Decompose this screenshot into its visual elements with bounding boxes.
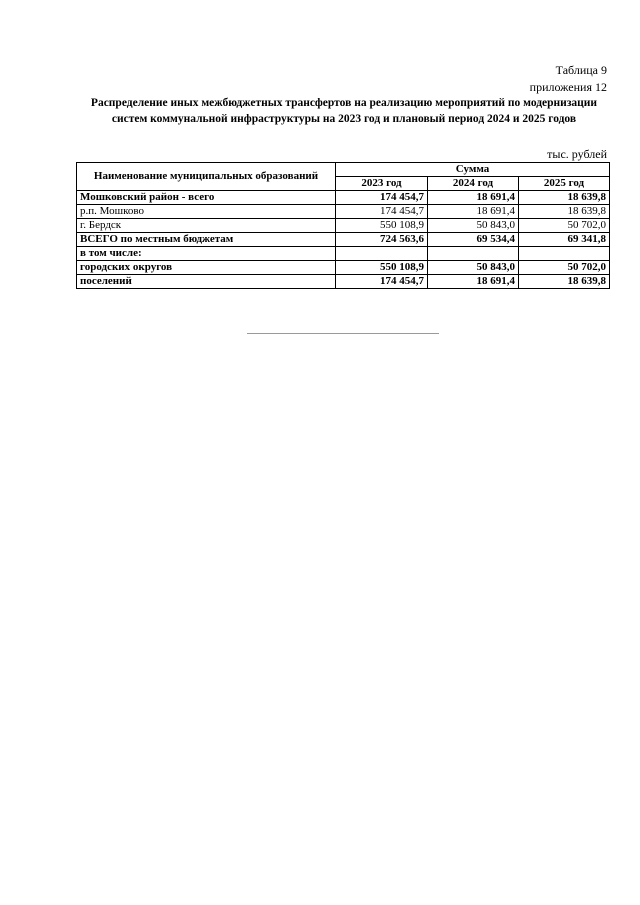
value-2024-cell: 18 691,4	[428, 205, 519, 219]
value-2024-cell: 69 534,4	[428, 233, 519, 247]
value-2024-cell: 18 691,4	[428, 191, 519, 205]
value-2023-cell: 724 563,6	[336, 233, 428, 247]
end-divider-line	[247, 333, 439, 334]
municipality-name-cell: ВСЕГО по местным бюджетам	[77, 233, 336, 247]
value-2025-cell: 69 341,8	[519, 233, 610, 247]
document-title: Распределение иных межбюджетных трансфертов на реализацию мероприятий по модернизации систем коммунальной инфраструктуры на 2023 год и плановый период 2024 и 2025 годов	[90, 97, 598, 125]
table-row	[77, 247, 610, 261]
year-2025-header: 2025 год	[519, 177, 610, 191]
table-row	[77, 205, 610, 219]
units-label: тыс. рублей	[547, 147, 607, 161]
municipality-column-header: Наименование муниципальных образований	[77, 163, 336, 191]
table-row	[77, 261, 610, 275]
table-row	[77, 275, 610, 289]
table-header-row	[77, 163, 610, 177]
municipality-name-cell: в том числе:	[77, 247, 336, 261]
sum-column-header: Сумма	[336, 163, 610, 177]
transfers-table	[76, 162, 610, 289]
table-row	[77, 219, 610, 233]
year-2023-header: 2023 год	[336, 177, 428, 191]
year-2024-header: 2024 год	[428, 177, 519, 191]
value-2024-cell: 50 843,0	[428, 261, 519, 275]
value-2025-cell: 50 702,0	[519, 261, 610, 275]
municipality-name-cell: р.п. Мошково	[77, 205, 336, 219]
table-row	[77, 191, 610, 205]
value-2024-cell: 50 843,0	[428, 219, 519, 233]
municipality-name-cell: городских округов	[77, 261, 336, 275]
value-2025-cell: 50 702,0	[519, 219, 610, 233]
appendix-label: приложения 12	[529, 80, 607, 94]
value-2023-cell	[336, 247, 428, 261]
value-2023-cell: 550 108,9	[336, 219, 428, 233]
value-2024-cell: 18 691,4	[428, 275, 519, 289]
value-2025-cell: 18 639,8	[519, 191, 610, 205]
municipality-name-cell: поселений	[77, 275, 336, 289]
value-2023-cell: 174 454,7	[336, 275, 428, 289]
value-2023-cell: 174 454,7	[336, 205, 428, 219]
value-2024-cell	[428, 247, 519, 261]
value-2025-cell: 18 639,8	[519, 275, 610, 289]
value-2023-cell: 550 108,9	[336, 261, 428, 275]
table-number-label: Таблица 9	[555, 63, 607, 77]
table-row	[77, 233, 610, 247]
value-2025-cell: 18 639,8	[519, 205, 610, 219]
municipality-name-cell: Мошковский район - всего	[77, 191, 336, 205]
value-2023-cell: 174 454,7	[336, 191, 428, 205]
municipality-name-cell: г. Бердск	[77, 219, 336, 233]
value-2025-cell	[519, 247, 610, 261]
table-body	[77, 191, 610, 289]
